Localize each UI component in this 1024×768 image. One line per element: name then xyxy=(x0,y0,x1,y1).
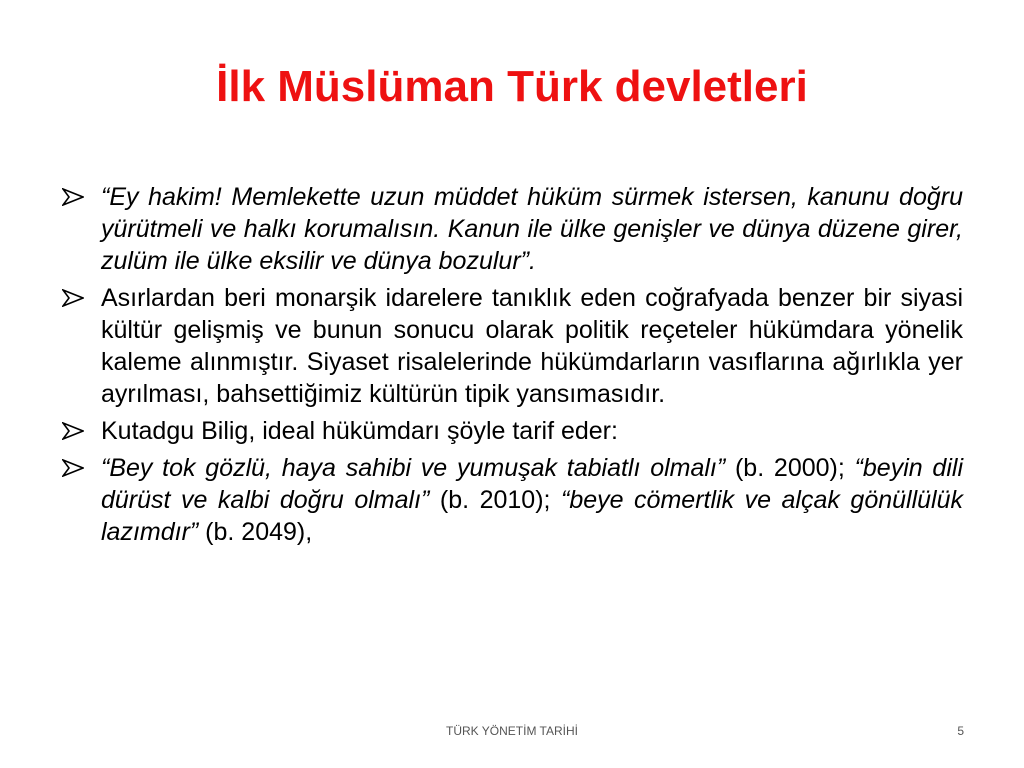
citation-text: (b. 2000); xyxy=(725,454,855,482)
arrowhead-bullet-icon xyxy=(62,459,84,477)
bullet-text xyxy=(101,454,963,546)
bullet-list xyxy=(60,181,963,553)
bullet-item xyxy=(60,452,963,548)
bullet-text: Kutadgu Bilig, ideal hükümdarı şöyle tarif eder: xyxy=(101,417,618,445)
quote-text: “Bey tok gözlü, haya sahibi ve yumuşak tabiatlı olmalı” xyxy=(101,454,726,482)
footer-text: TÜRK YÖNETİM TARİHİ xyxy=(445,724,578,738)
slide-title: İlk Müslüman Türk devletleri xyxy=(216,62,808,111)
arrowhead-bullet-icon xyxy=(62,289,84,307)
bullet-item xyxy=(60,415,963,447)
bullet-text xyxy=(101,183,963,275)
bullet-item xyxy=(60,181,963,277)
quote-text: “beyin dili dürüst ve kalbi doğru olmalı” xyxy=(101,454,963,514)
page-number: 5 xyxy=(957,724,964,738)
citation-text: (b. 2049), xyxy=(198,518,313,546)
citation-text: (b. 2010); xyxy=(429,486,561,514)
quote-text: “beye cömertlik ve alçak gönüllülük lazımdır” xyxy=(101,486,963,546)
quote-text: “Ey hakim! Memlekette uzun müddet hüküm sürmek istersen, kanunu doğru yürütmeli ve halkı korumalısın. Kanun ile ülke genişler ve dünya düzene girer, zulüm ile ülke eksilir ve dünya bozulur”. xyxy=(101,183,963,275)
arrowhead-bullet-icon xyxy=(62,422,84,440)
bullet-text: Asırlardan beri monarşik idarelere tanıklık eden coğrafyada benzer bir siyasi kültür gelişmiş ve bunun sonucu olarak politik reçeteler hükümdara yönelik kaleme alınmıştır. Siyaset risalelerinde hükümdarların vasıflarına ağırlıkla yer ayrılması, bahsettiğimiz kültürün tipik yansımasıdır. xyxy=(101,284,963,408)
arrowhead-bullet-icon xyxy=(62,188,84,206)
bullet-item xyxy=(60,282,963,410)
